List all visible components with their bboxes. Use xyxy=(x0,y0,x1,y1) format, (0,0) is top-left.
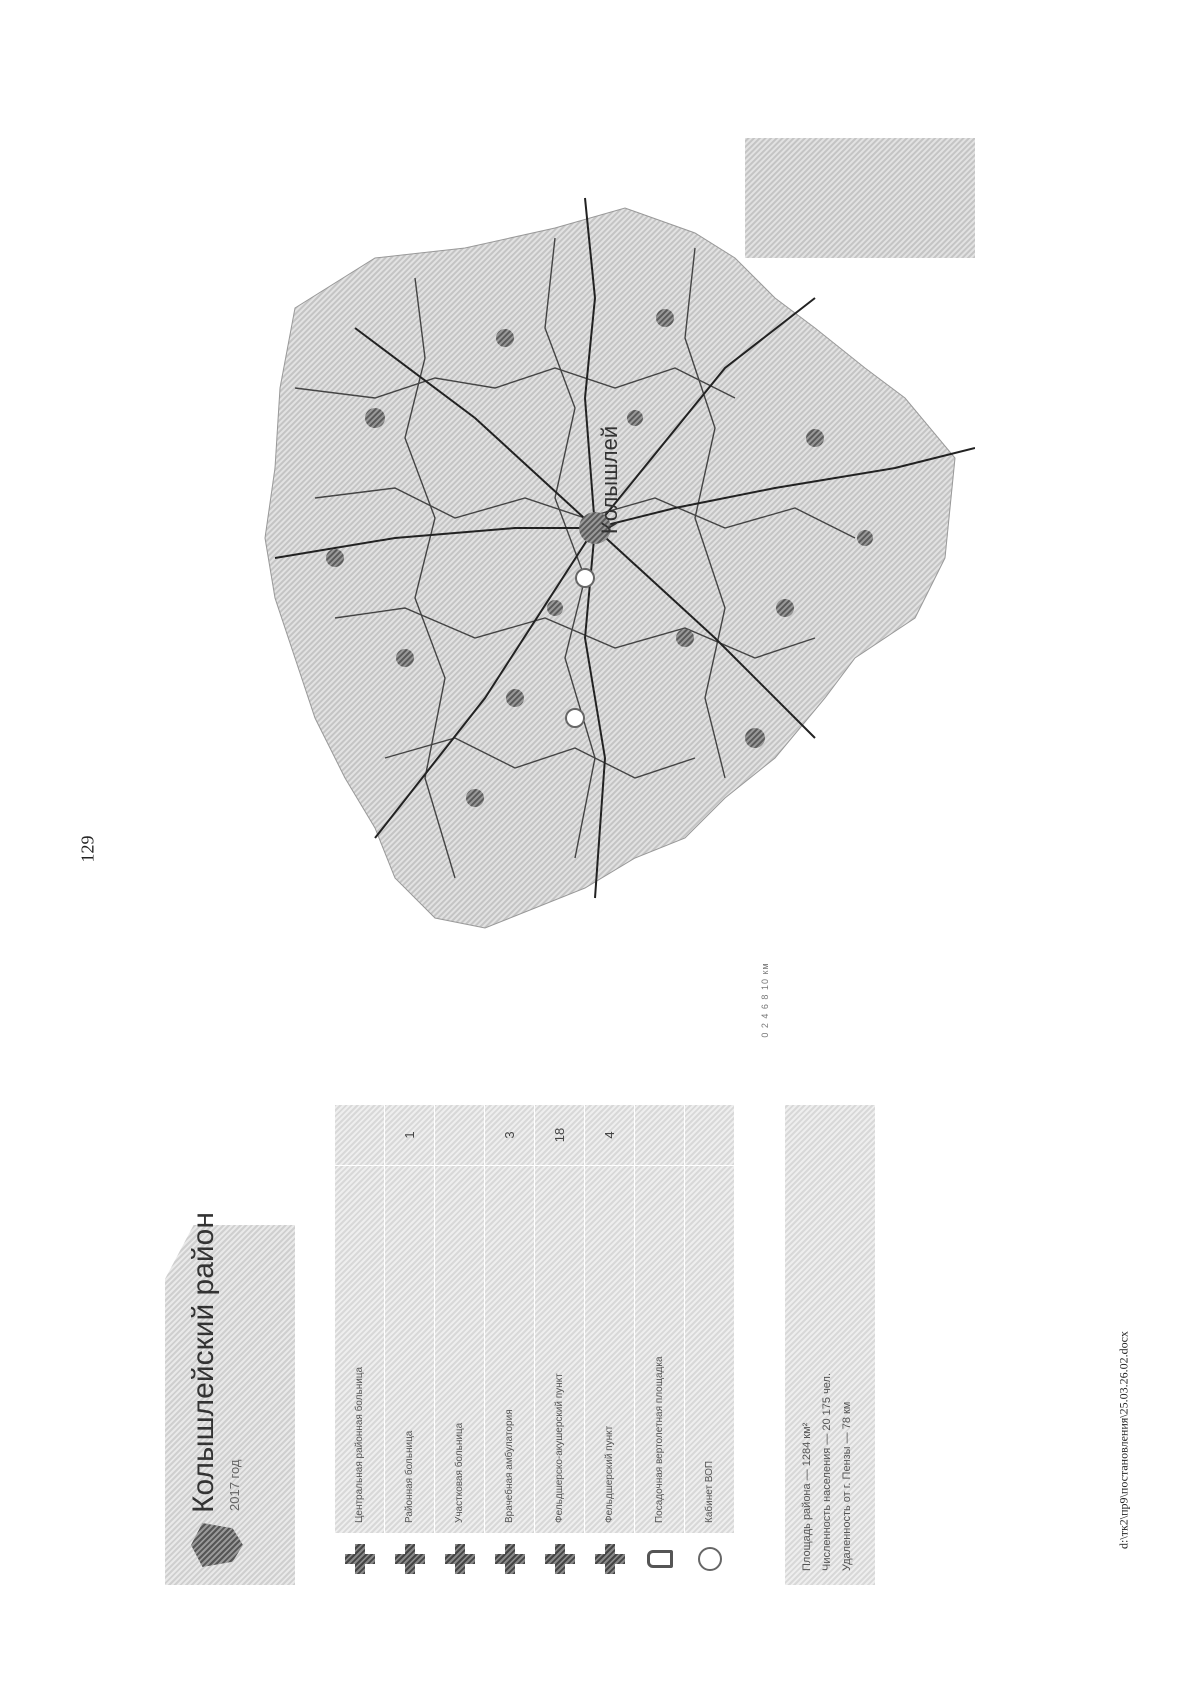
document-path: d:\тк2\пр9\постановления\25.03.26.02.docx xyxy=(1116,1331,1131,1549)
circle-icon xyxy=(698,1547,722,1571)
district-info-box xyxy=(785,1105,875,1585)
legend-panel xyxy=(165,1065,925,1585)
legend-row-label: Фельдшерско-акушерский пункт xyxy=(535,1166,584,1533)
legend-row-label: Центральная районная больница xyxy=(335,1166,384,1533)
page-number: 129 xyxy=(77,835,98,863)
legend-row xyxy=(685,1105,735,1585)
legend-row xyxy=(385,1105,435,1585)
district-subtitle: 2017 год xyxy=(227,1459,242,1511)
cross-icon xyxy=(495,1544,525,1574)
info-line: Численность населения — 20 175 чел. xyxy=(821,1372,833,1571)
legend-row-label: Кабинет ВОП xyxy=(685,1166,734,1533)
legend-row xyxy=(635,1105,685,1585)
legend-row-label: Фельдшерский пункт xyxy=(585,1166,634,1533)
legend-row xyxy=(485,1105,535,1585)
cross-icon xyxy=(595,1544,625,1574)
legend-table xyxy=(335,1105,735,1585)
legend-row-label: Посадочная вертолетная площадка xyxy=(635,1166,684,1533)
legend-row xyxy=(435,1105,485,1585)
info-line: Удаленность от г. Пензы — 78 км xyxy=(841,1401,853,1571)
legend-header xyxy=(165,1065,295,1585)
legend-row xyxy=(335,1105,385,1585)
legend-row xyxy=(535,1105,585,1585)
legend-row-count xyxy=(635,1105,684,1166)
legend-row-count: 4 xyxy=(585,1105,634,1166)
legend-row-count xyxy=(435,1105,484,1166)
info-line: Площадь района — 1284 км² xyxy=(801,1422,813,1571)
legend-content xyxy=(165,1065,925,1585)
district-boundary xyxy=(265,208,955,928)
cross-icon xyxy=(545,1544,575,1574)
cross-icon xyxy=(395,1544,425,1574)
helipad-icon xyxy=(647,1550,673,1568)
legend-row-label: Врачебная амбулатория xyxy=(485,1166,534,1533)
map-center-label: Колышлей xyxy=(597,425,622,535)
map-corner-area xyxy=(745,138,975,258)
legend-row-count: 18 xyxy=(535,1105,584,1166)
legend-row-count xyxy=(685,1105,734,1166)
legend-row xyxy=(585,1105,635,1585)
legend-row-label: Районная больница xyxy=(385,1166,434,1533)
legend-row-count: 1 xyxy=(385,1105,434,1166)
cross-icon xyxy=(445,1544,475,1574)
cross-icon xyxy=(345,1544,375,1574)
legend-row-label: Участковая больница xyxy=(435,1166,484,1533)
legend-row-count: 3 xyxy=(485,1105,534,1166)
map-svg xyxy=(255,138,975,986)
district-title: Колышлейский район xyxy=(187,1212,220,1513)
district-map xyxy=(255,138,975,986)
scale-bar: 0 2 4 6 8 10 км xyxy=(760,962,770,1038)
legend-row-count xyxy=(335,1105,384,1166)
